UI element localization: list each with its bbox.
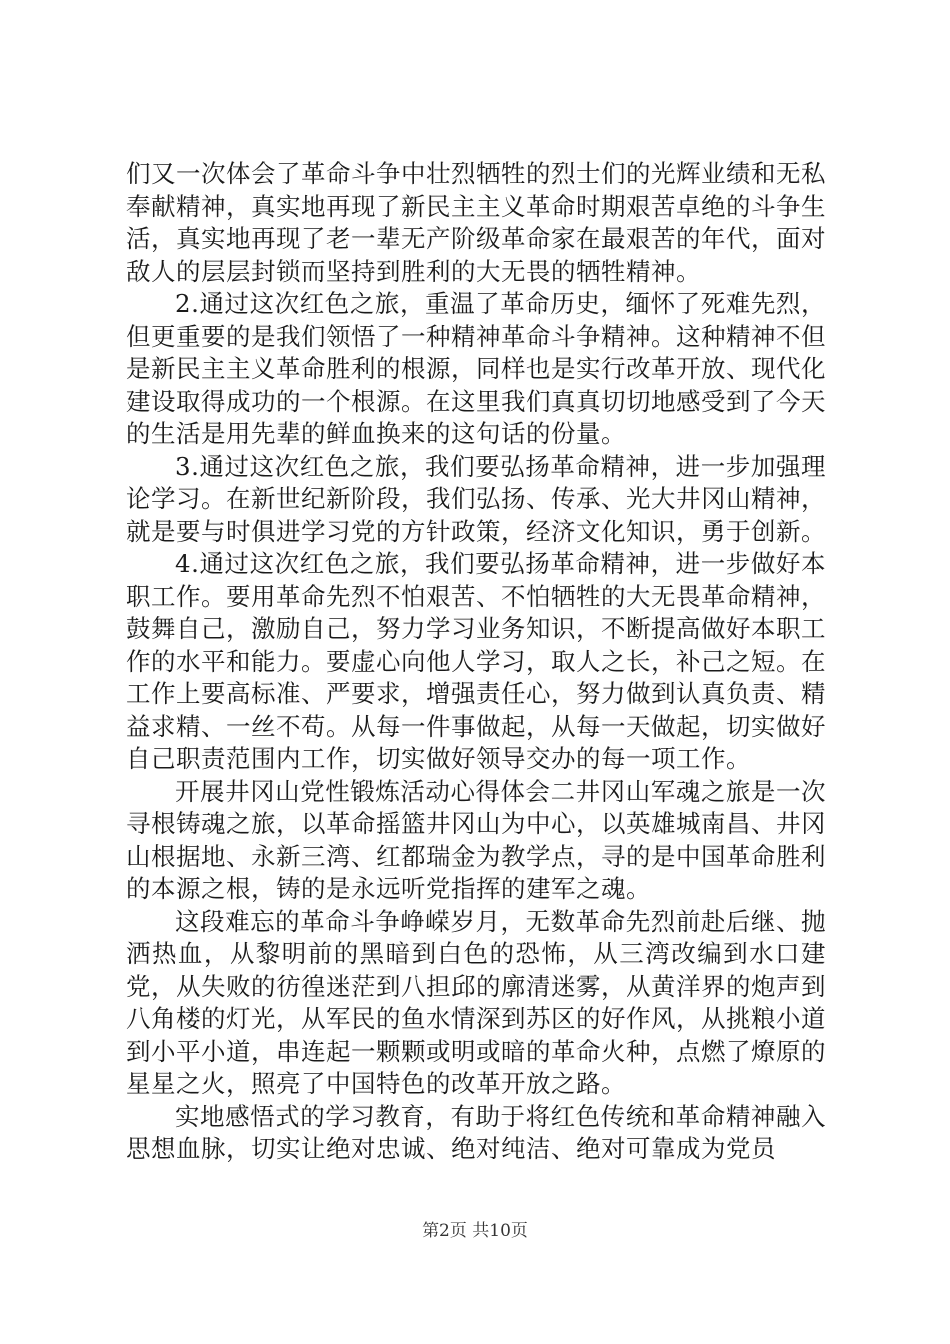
- paragraph-1: 们又一次体会了革命斗争中壮烈牺牲的烈士们的光辉业绩和无私奉献精神，真实地再现了新民主主义革命时期艰苦卓绝的斗争生活，真实地再现了老一辈无产阶级革命家在最艰苦的年代，面对敌人的层层封锁而坚持到胜利的大无畏的牺牲精神。: [126, 159, 826, 286]
- paragraph-2: 2.通过这次红色之旅，重温了革命历史，缅怀了死难先烈，但更重要的是我们领悟了一种精神革命斗争精神。这种精神不但是新民主主义革命胜利的根源，同样也是实行改革开放、现代化建设取得成功的一个根源。在这里我们真真切切地感受到了今天的生活是用先辈的鲜血换来的这句话的份量。: [126, 289, 826, 448]
- paragraph-4: 4.通过这次红色之旅，我们要弘扬革命精神，进一步做好本职工作。要用革命先烈不怕艰苦、不怕牺牲的大无畏革命精神，鼓舞自己，激励自己，努力学习业务知识，不断提高做好本职工作的水平和能力。要虚心向他人学习，取人之长，补己之短。在工作上要高标准、严要求，增强责任心，努力做到认真负责、精益求精、一丝不苟。从每一件事做起，从每一天做起，切实做好自己职责范围内工作，切实做好领导交办的每一项工作。: [126, 549, 826, 773]
- paragraph-3: 3.通过这次红色之旅，我们要弘扬革命精神，进一步加强理论学习。在新世纪新阶段，我们弘扬、传承、光大井冈山精神，就是要与时俱进学习党的方针政策，经济文化知识，勇于创新。: [126, 451, 826, 546]
- paragraph-5: 开展井冈山党性锻炼活动心得体会二井冈山军魂之旅是一次寻根铸魂之旅，以革命摇篮井冈山为中心，以英雄城南昌、井冈山根据地、永新三湾、红都瑞金为教学点，寻的是中国革命胜利的本源之根，铸的是永远听党指挥的建军之魂。: [126, 776, 826, 903]
- page-footer: [0, 1216, 950, 1241]
- paragraph-6: 这段难忘的革命斗争峥嵘岁月，无数革命先烈前赴后继、抛洒热血，从黎明前的黑暗到白色的恐怖，从三湾改编到水口建党，从失败的彷徨迷茫到八担邱的廓清迷雾，从黄洋界的炮声到八角楼的灯光，从军民的鱼水情深到苏区的好作风，从挑粮小道到小平小道，串连起一颗颗或明或暗的革命火种，点燃了燎原的星星之火，照亮了中国特色的改革开放之路。: [126, 906, 826, 1098]
- paragraph-7: 实地感悟式的学习教育，有助于将红色传统和革命精神融入思想血脉，切实让绝对忠诚、绝对纯洁、绝对可靠成为党员: [126, 1101, 826, 1163]
- document-body: [126, 158, 826, 1166]
- page-number-label: 第2页 共10页: [422, 1221, 528, 1241]
